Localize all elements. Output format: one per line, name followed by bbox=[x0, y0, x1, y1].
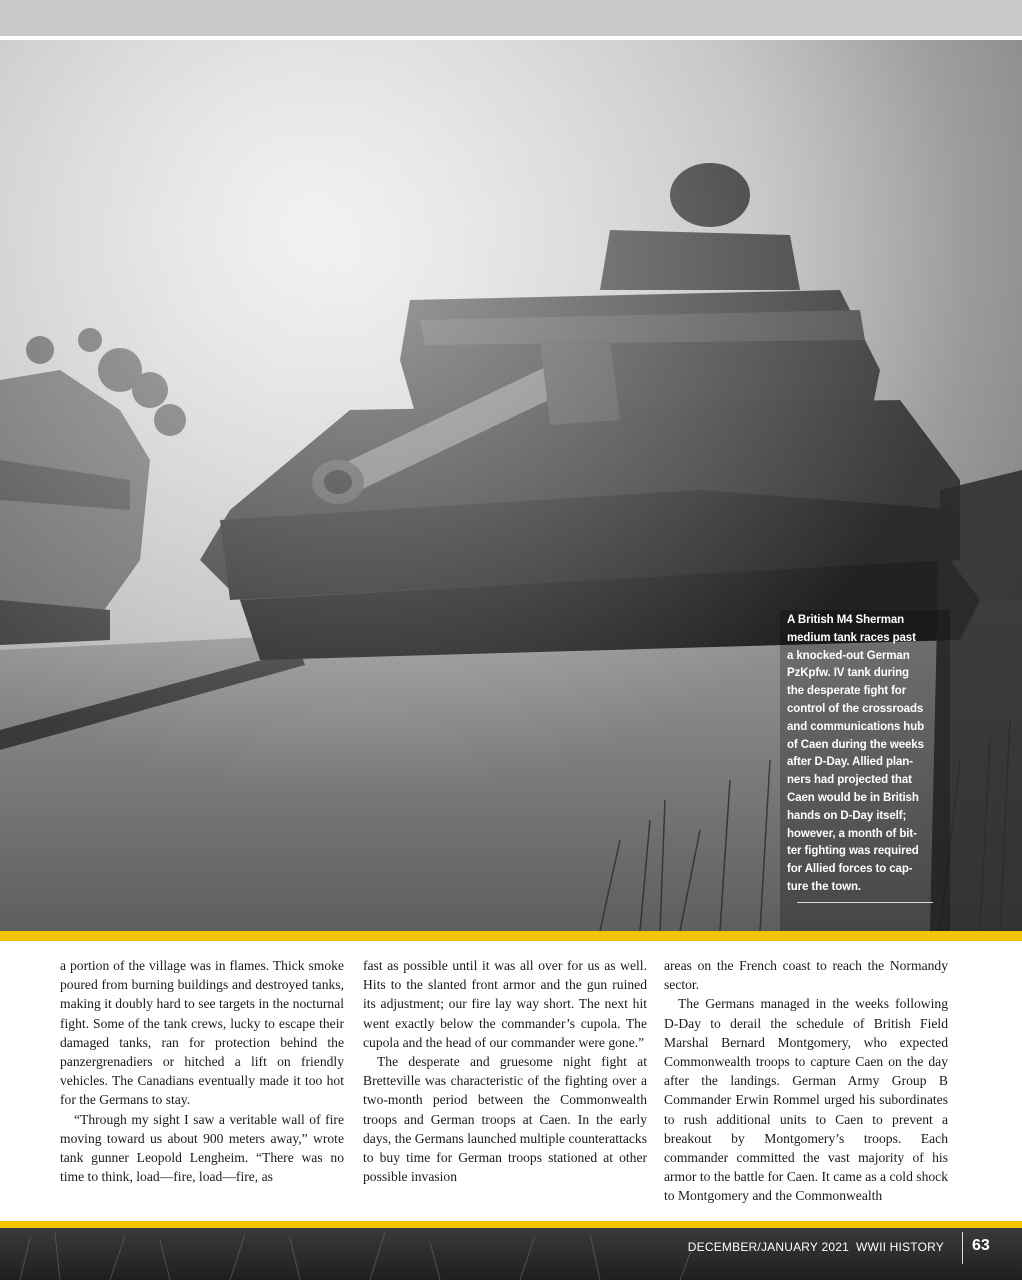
footer-grass-texture bbox=[0, 1228, 1022, 1280]
caption-line: for Allied forces to cap- bbox=[787, 863, 913, 876]
caption-line: hands on D-Day itself; bbox=[787, 809, 907, 822]
caption-line: medium tank races past bbox=[787, 631, 916, 644]
body-column-2 bbox=[363, 956, 647, 1186]
caption-line: control of the crossroads bbox=[787, 702, 924, 715]
caption-rule bbox=[797, 902, 933, 903]
paragraph: The Germans managed in the weeks following D-Day to derail the schedule of British Field Marshal Bernard Montgomery, who expected Commonwealth troops to capture Caen on the day after the landings. German Army Group B Commander Erwin Rommel urged his subordinates to rush additional units to Caen to prevent a breakout by Montgomery’s troops. Each commander committed the vast majority of his armor to the battle for Caen. It came as a cold shock to Montgomery and the Commonwealth bbox=[664, 996, 948, 1204]
caption-line: a knocked-out German bbox=[787, 649, 910, 662]
page-number: 63 bbox=[972, 1237, 990, 1254]
caption-line: ners had projected that bbox=[787, 774, 912, 787]
caption-line: the desperate fight for bbox=[787, 685, 907, 698]
paragraph: “Through my sight I saw a veritable wall of fire moving toward us about 900 meters away,” wrote tank gunner Leopold Lengheim. “There was no time to think, load—fire, load—fire, as bbox=[60, 1111, 344, 1185]
paragraph: fast as possible until it was all over for us as well. Hits to the slanted front armor and the gun ruined its adjustment; our fire lay way short. The next hit went exactly below the commander’s cupola. The cupola and the head of our commander were gone.” bbox=[363, 958, 647, 1050]
yellow-divider-bottom bbox=[0, 1221, 1022, 1228]
paragraph: a portion of the village was in flames. Thick smoke poured from burning buildings and destroyed tanks, making it doubly hard to see targets in the nocturnal fight. Some of the tank crews, lucky to escape their damaged tanks, ran for protection behind the panzergrenadiers or hitched a lift on friendly vehicles. The Canadians eventually made it too hot for the Germans to stay. bbox=[60, 958, 344, 1108]
issue-date: DECEMBER/JANUARY 2021 bbox=[687, 1240, 849, 1254]
caption-line: PzKpfw. IV tank during bbox=[787, 667, 909, 680]
caption-line: however, a month of bit- bbox=[787, 827, 917, 840]
body-column-3 bbox=[664, 956, 948, 1206]
yellow-divider-top bbox=[0, 931, 1022, 941]
caption-line: Caen would be in British bbox=[787, 791, 919, 804]
paragraph: The desperate and gruesome night fight at Bretteville was characteristic of the fighting over a two-month period between the Commonwealth troops and German troops at Caen. In the early days, the Germans launched multiple counterattacks to buy time for German troops stationed at other possible invasion bbox=[363, 1054, 647, 1185]
magazine-name: WWII HISTORY bbox=[856, 1240, 944, 1254]
body-column-1 bbox=[60, 956, 344, 1186]
folio-line bbox=[688, 1240, 944, 1254]
caption-line: ture the town. bbox=[787, 880, 861, 893]
footer-band bbox=[0, 1228, 1022, 1280]
caption-line: A British M4 Sherman bbox=[787, 614, 905, 626]
folio-separator bbox=[962, 1232, 963, 1264]
paragraph: areas on the French coast to reach the Normandy sector. bbox=[664, 958, 948, 993]
photo-caption bbox=[787, 612, 937, 897]
caption-line: ter fighting was required bbox=[787, 845, 919, 858]
caption-line: of Caen during the weeks bbox=[787, 738, 924, 751]
caption-line: after D-Day. Allied plan- bbox=[787, 756, 913, 769]
top-gray-band bbox=[0, 0, 1022, 36]
caption-line: and communications hub bbox=[787, 720, 925, 733]
